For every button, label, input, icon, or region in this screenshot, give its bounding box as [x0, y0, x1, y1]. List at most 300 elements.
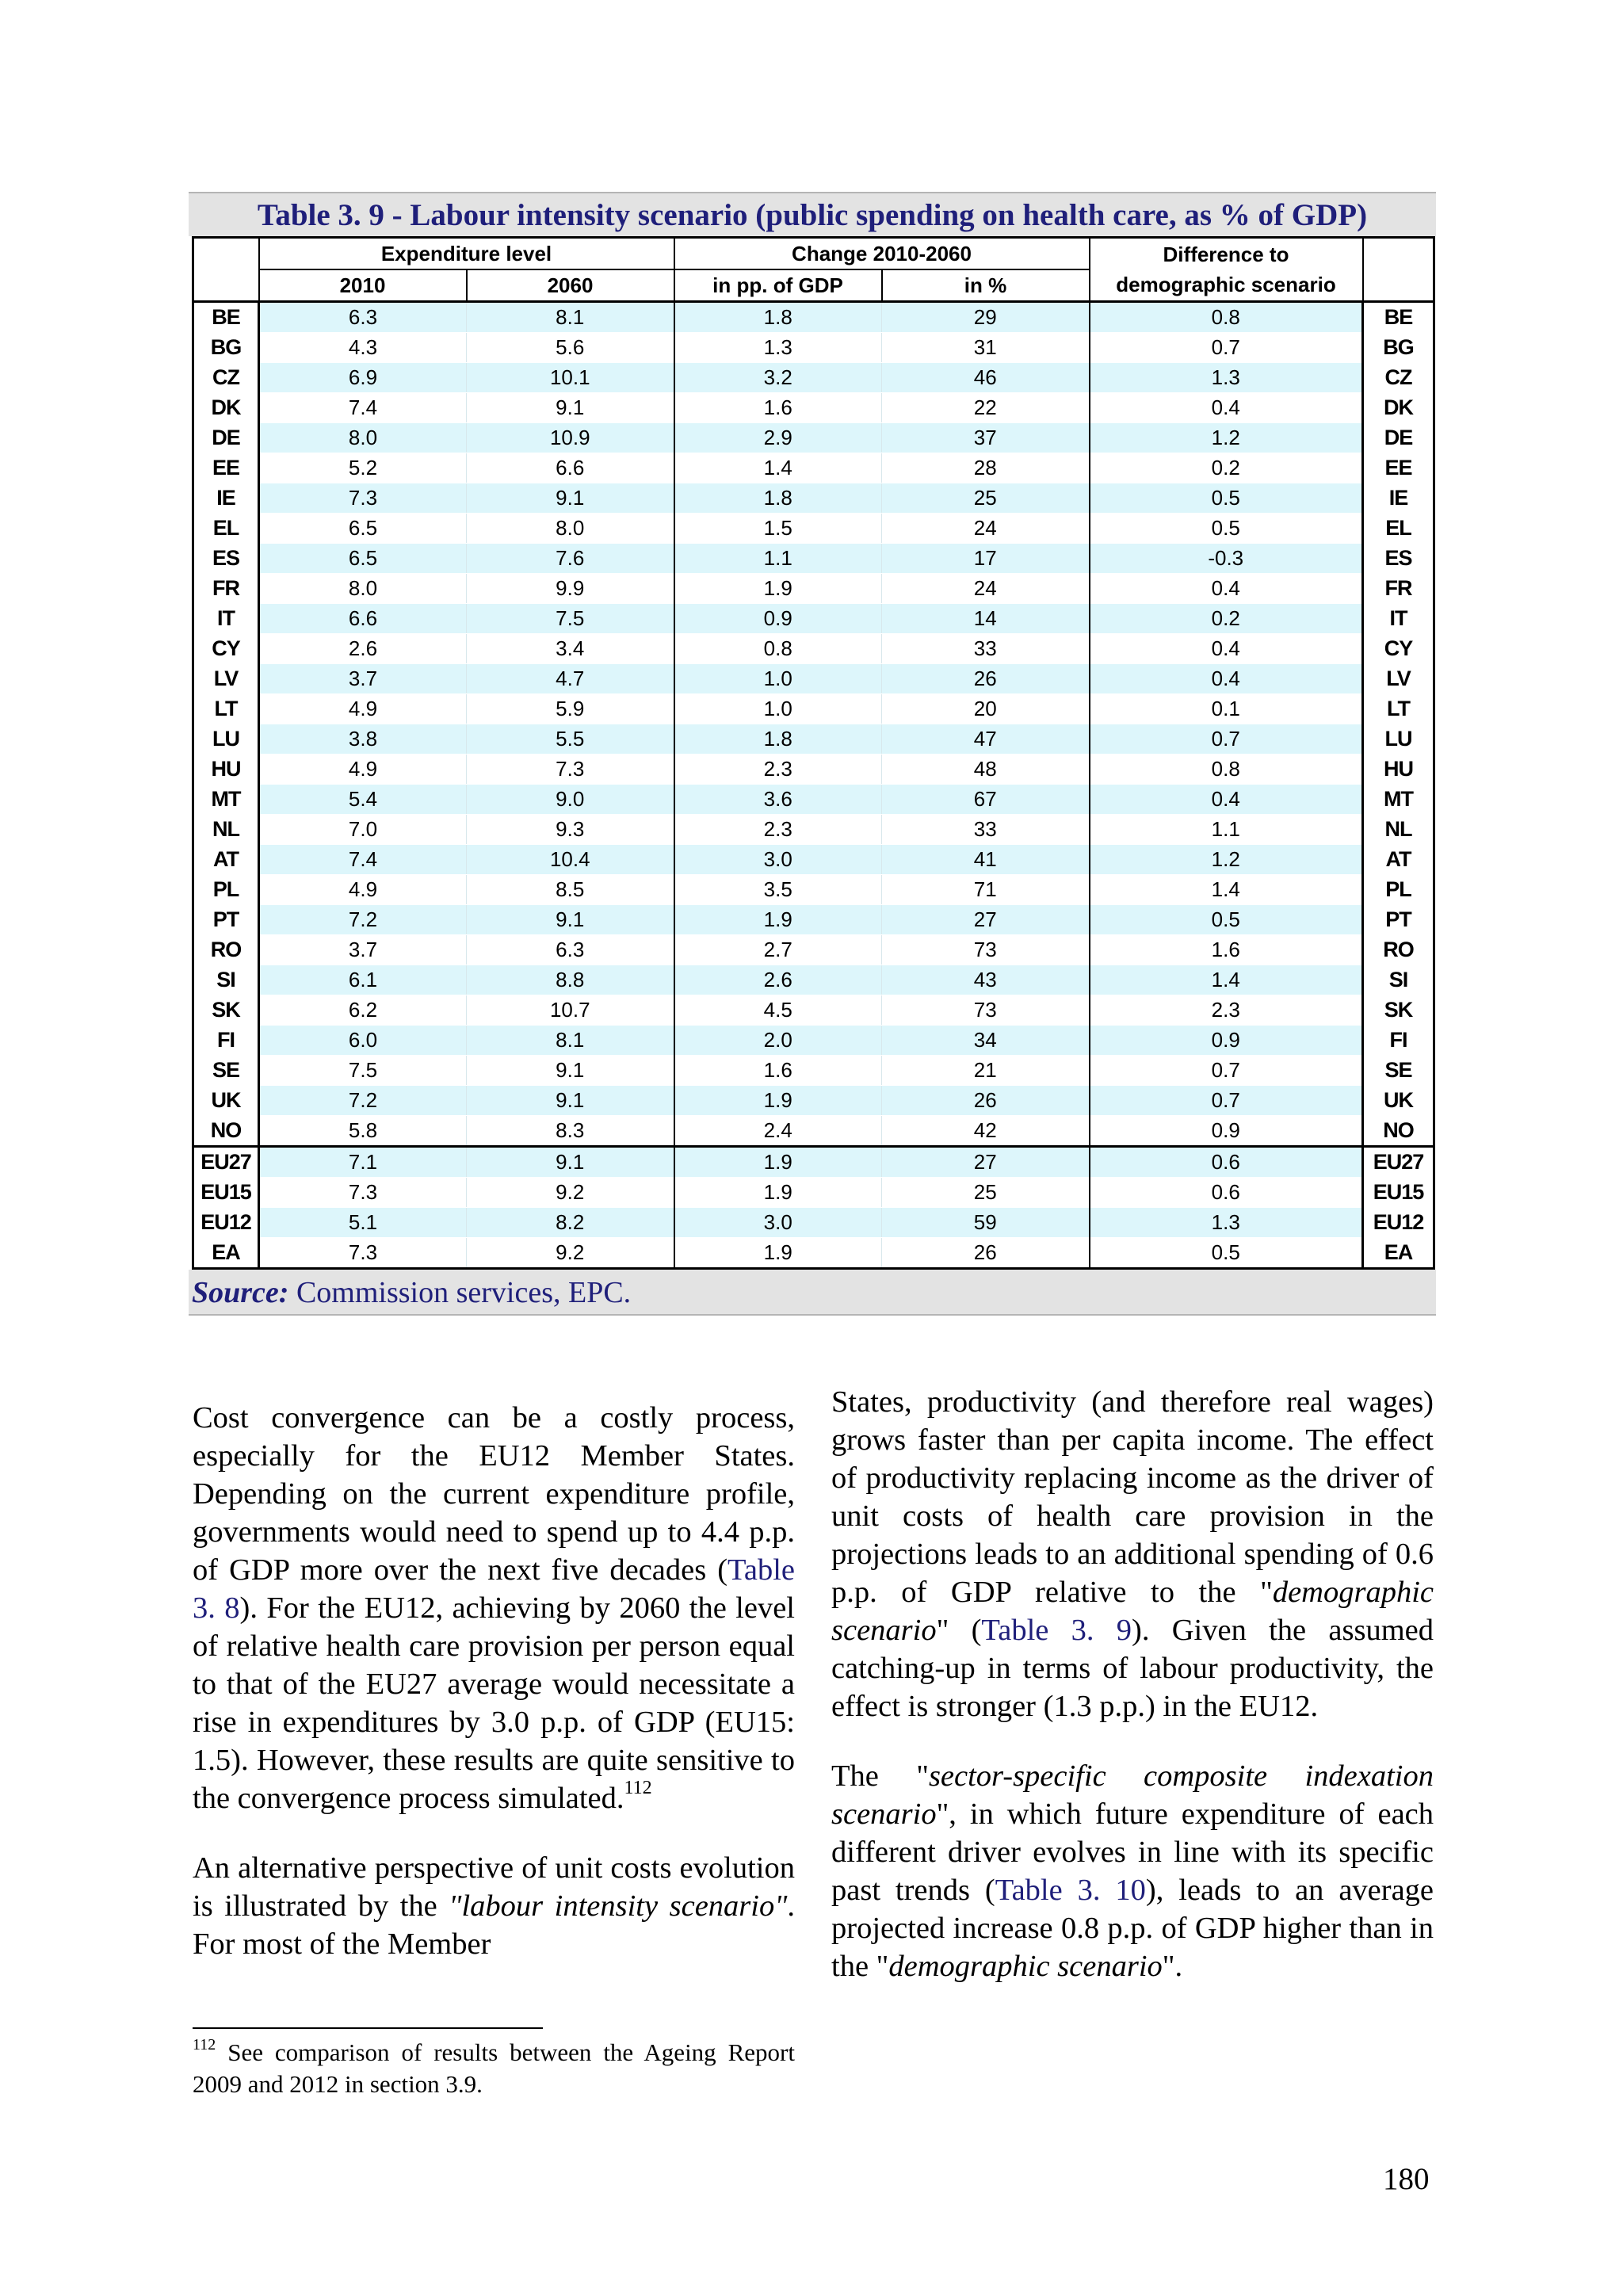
country-code-left: SE — [193, 1056, 259, 1086]
emphasis: demographic scenario — [888, 1950, 1163, 1983]
value-2060: 9.0 — [467, 785, 674, 815]
header-pp-gdp: in pp. of GDP — [674, 269, 882, 302]
value-2010: 7.0 — [259, 815, 467, 845]
value-2010: 4.9 — [259, 755, 467, 785]
country-code-right: ES — [1363, 544, 1434, 574]
value-2010: 5.2 — [259, 453, 467, 483]
difference-demographic: 0.7 — [1090, 724, 1363, 755]
table-row — [193, 1238, 1434, 1269]
text-run: ). Given the assumed catching-up in terms of labour productivity, the effect is stronger (1.3 p.p.) in the EU12. — [831, 1614, 1434, 1723]
table-row — [193, 1056, 1434, 1086]
table-row — [193, 694, 1434, 724]
change-pct: 26 — [882, 664, 1090, 694]
value-2010: 6.2 — [259, 995, 467, 1026]
value-2010: 7.2 — [259, 905, 467, 935]
change-pct: 25 — [882, 1178, 1090, 1208]
value-2060: 10.9 — [467, 423, 674, 453]
country-code-left: LT — [193, 694, 259, 724]
value-2010: 4.9 — [259, 875, 467, 905]
change-pp-gdp: 1.9 — [674, 1147, 882, 1178]
country-code-left: SI — [193, 965, 259, 995]
difference-demographic: 0.4 — [1090, 634, 1363, 664]
change-pp-gdp: 1.5 — [674, 514, 882, 544]
table-3-9-link[interactable]: Table 3. 9 — [981, 1614, 1132, 1647]
country-code-left: FR — [193, 574, 259, 604]
change-pct: 14 — [882, 604, 1090, 634]
change-pct: 21 — [882, 1056, 1090, 1086]
value-2060: 9.2 — [467, 1178, 674, 1208]
header-2010: 2010 — [259, 269, 467, 302]
difference-demographic: 0.4 — [1090, 574, 1363, 604]
table-row — [193, 333, 1434, 363]
country-code-right: PL — [1363, 875, 1434, 905]
value-2060: 9.1 — [467, 483, 674, 514]
change-pct: 31 — [882, 333, 1090, 363]
value-2060: 8.2 — [467, 1208, 674, 1238]
country-code-left: EA — [193, 1238, 259, 1269]
change-pp-gdp: 3.5 — [674, 875, 882, 905]
change-pp-gdp: 1.8 — [674, 483, 882, 514]
value-2060: 10.7 — [467, 995, 674, 1026]
country-code-left: MT — [193, 785, 259, 815]
right-paragraph-1 — [831, 1383, 1434, 1725]
difference-demographic: 1.1 — [1090, 815, 1363, 845]
table-row — [193, 1116, 1434, 1147]
value-2060: 10.1 — [467, 363, 674, 393]
header-empty-left-2 — [193, 269, 259, 302]
difference-demographic: 0.1 — [1090, 694, 1363, 724]
value-2010: 7.3 — [259, 1238, 467, 1269]
header-difference-line1: Difference to — [1163, 243, 1289, 266]
table-block — [189, 192, 1436, 1316]
country-code-left: BG — [193, 333, 259, 363]
value-2060: 9.9 — [467, 574, 674, 604]
change-pct: 73 — [882, 995, 1090, 1026]
value-2060: 8.1 — [467, 1026, 674, 1056]
difference-demographic: 0.5 — [1090, 905, 1363, 935]
change-pp-gdp: 0.9 — [674, 604, 882, 634]
difference-demographic: 1.4 — [1090, 875, 1363, 905]
change-pp-gdp: 2.0 — [674, 1026, 882, 1056]
value-2060: 9.1 — [467, 905, 674, 935]
value-2060: 5.5 — [467, 724, 674, 755]
country-code-left: IT — [193, 604, 259, 634]
difference-demographic: 0.6 — [1090, 1178, 1363, 1208]
change-pct: 43 — [882, 965, 1090, 995]
difference-demographic: 0.5 — [1090, 1238, 1363, 1269]
footnote-ref-112[interactable]: 112 — [624, 1778, 652, 1798]
country-code-right: PT — [1363, 905, 1434, 935]
value-2010: 6.5 — [259, 514, 467, 544]
table-row — [193, 363, 1434, 393]
left-paragraph-1 — [193, 1399, 795, 1817]
change-pp-gdp: 2.6 — [674, 965, 882, 995]
country-code-right: NO — [1363, 1116, 1434, 1147]
change-pct: 24 — [882, 574, 1090, 604]
footnote-text: See comparison of results between the Ageing Report 2009 and 2012 in section 3.9. — [193, 2038, 795, 2098]
value-2010: 7.2 — [259, 1086, 467, 1116]
table-row — [193, 785, 1434, 815]
country-code-right: AT — [1363, 845, 1434, 875]
change-pct: 27 — [882, 905, 1090, 935]
change-pct: 34 — [882, 1026, 1090, 1056]
value-2060: 7.5 — [467, 604, 674, 634]
emphasis: demographic scenario — [831, 1576, 1434, 1647]
value-2010: 8.0 — [259, 423, 467, 453]
footnote-rule — [193, 2027, 543, 2029]
country-code-left: BE — [193, 302, 259, 333]
change-pct: 33 — [882, 634, 1090, 664]
change-pp-gdp: 1.9 — [674, 574, 882, 604]
country-code-left: EE — [193, 453, 259, 483]
value-2060: 9.1 — [467, 1056, 674, 1086]
country-code-right: FI — [1363, 1026, 1434, 1056]
value-2060: 7.6 — [467, 544, 674, 574]
country-code-right: SI — [1363, 965, 1434, 995]
change-pct: 37 — [882, 423, 1090, 453]
left-paragraph-2 — [193, 1849, 795, 1963]
change-pp-gdp: 2.3 — [674, 755, 882, 785]
change-pp-gdp: 3.2 — [674, 363, 882, 393]
table-row — [193, 634, 1434, 664]
country-code-left: IE — [193, 483, 259, 514]
value-2060: 6.3 — [467, 935, 674, 965]
value-2060: 4.7 — [467, 664, 674, 694]
country-code-left: HU — [193, 755, 259, 785]
table-source — [189, 1270, 1436, 1316]
table-row — [193, 664, 1434, 694]
country-code-right: MT — [1363, 785, 1434, 815]
value-2010: 4.3 — [259, 333, 467, 363]
difference-demographic: 1.2 — [1090, 845, 1363, 875]
country-code-left: AT — [193, 845, 259, 875]
change-pct: 24 — [882, 514, 1090, 544]
change-pct: 42 — [882, 1116, 1090, 1147]
header-empty-right-2 — [1363, 269, 1434, 302]
value-2060: 9.1 — [467, 1147, 674, 1178]
difference-demographic: 0.2 — [1090, 453, 1363, 483]
change-pp-gdp: 1.6 — [674, 1056, 882, 1086]
table-row — [193, 1147, 1434, 1178]
country-code-left: EU12 — [193, 1208, 259, 1238]
table-row — [193, 574, 1434, 604]
country-code-right: BG — [1363, 333, 1434, 363]
table-row — [193, 393, 1434, 423]
text-run: States, productivity (and therefore real wages) grows faster than per capita income. The effect of productivity replacing income as the driver of unit costs of health care provision in the projections leads to an additional spending of 0.6 p.p. of GDP relative to the " — [831, 1385, 1434, 1609]
country-code-right: EU15 — [1363, 1178, 1434, 1208]
country-code-left: EL — [193, 514, 259, 544]
change-pct: 17 — [882, 544, 1090, 574]
difference-demographic: 0.7 — [1090, 1086, 1363, 1116]
change-pp-gdp: 3.6 — [674, 785, 882, 815]
source-text: Commission services, EPC. — [288, 1276, 632, 1309]
table-row — [193, 544, 1434, 574]
change-pp-gdp: 4.5 — [674, 995, 882, 1026]
difference-demographic: 1.3 — [1090, 1208, 1363, 1238]
change-pct: 26 — [882, 1086, 1090, 1116]
difference-demographic: 0.6 — [1090, 1147, 1363, 1178]
text-run: ", in which future expenditure of each different driver evolves in line with its specific past trends ( — [831, 1797, 1434, 1907]
difference-demographic: 1.3 — [1090, 363, 1363, 393]
table-row — [193, 905, 1434, 935]
value-2010: 3.7 — [259, 935, 467, 965]
text-run: ). For the EU12, achieving by 2060 the level of relative health care provision per person equal to that of the EU27 average would necessitate a rise in expenditures by 3.0 p.p. of GDP (EU15: 1.5). However, these results are quite sensitive to the convergence process simulated. — [193, 1591, 796, 1815]
country-code-right: SK — [1363, 995, 1434, 1026]
country-code-left: FI — [193, 1026, 259, 1056]
country-code-left: SK — [193, 995, 259, 1026]
difference-demographic: 0.9 — [1090, 1026, 1363, 1056]
table-3-10-link[interactable]: Table 3. 10 — [995, 1874, 1146, 1907]
country-code-left: PT — [193, 905, 259, 935]
change-pct: 59 — [882, 1208, 1090, 1238]
country-code-left: LV — [193, 664, 259, 694]
country-code-left: NL — [193, 815, 259, 845]
change-pp-gdp: 1.9 — [674, 1238, 882, 1269]
change-pp-gdp: 1.6 — [674, 393, 882, 423]
right-column — [831, 1383, 1434, 2017]
value-2010: 4.9 — [259, 694, 467, 724]
header-change: Change 2010-2060 — [674, 238, 1090, 270]
source-label: Source: — [192, 1276, 289, 1309]
difference-demographic: -0.3 — [1090, 544, 1363, 574]
text-run: Cost convergence can be a costly process, especially for the EU12 Member States. Depending on the current expenditure profile, governments would need to spend up to 4.4 p.p. of GDP more over the next five decades ( — [193, 1401, 795, 1587]
footnote-number: 112 — [193, 2036, 216, 2053]
value-2010: 3.7 — [259, 664, 467, 694]
country-code-left: DK — [193, 393, 259, 423]
change-pp-gdp: 0.8 — [674, 634, 882, 664]
change-pct: 33 — [882, 815, 1090, 845]
change-pct: 25 — [882, 483, 1090, 514]
change-pp-gdp: 1.3 — [674, 333, 882, 363]
country-code-right: CY — [1363, 634, 1434, 664]
change-pct: 26 — [882, 1238, 1090, 1269]
country-code-right: EU27 — [1363, 1147, 1434, 1178]
country-code-right: FR — [1363, 574, 1434, 604]
difference-demographic: 0.9 — [1090, 1116, 1363, 1147]
country-code-right: RO — [1363, 935, 1434, 965]
change-pp-gdp: 2.3 — [674, 815, 882, 845]
header-difference — [1090, 238, 1363, 302]
value-2060: 9.1 — [467, 1086, 674, 1116]
value-2010: 7.1 — [259, 1147, 467, 1178]
country-code-right: EU12 — [1363, 1208, 1434, 1238]
change-pct: 41 — [882, 845, 1090, 875]
difference-demographic: 0.5 — [1090, 483, 1363, 514]
country-code-right: HU — [1363, 755, 1434, 785]
country-code-left: CZ — [193, 363, 259, 393]
table-3-8-link[interactable]: Table 3. 8 — [193, 1553, 795, 1625]
value-2010: 5.4 — [259, 785, 467, 815]
table-row — [193, 604, 1434, 634]
country-code-left: CY — [193, 634, 259, 664]
value-2060: 6.6 — [467, 453, 674, 483]
change-pp-gdp: 1.8 — [674, 302, 882, 333]
difference-demographic: 2.3 — [1090, 995, 1363, 1026]
change-pp-gdp: 3.0 — [674, 1208, 882, 1238]
value-2010: 5.8 — [259, 1116, 467, 1147]
change-pct: 27 — [882, 1147, 1090, 1178]
table-row — [193, 875, 1434, 905]
table-row — [193, 995, 1434, 1026]
country-code-right: UK — [1363, 1086, 1434, 1116]
value-2060: 8.3 — [467, 1116, 674, 1147]
value-2010: 7.4 — [259, 845, 467, 875]
country-code-right: IE — [1363, 483, 1434, 514]
change-pp-gdp: 1.4 — [674, 453, 882, 483]
value-2060: 9.1 — [467, 393, 674, 423]
change-pct: 71 — [882, 875, 1090, 905]
header-empty-right — [1363, 238, 1434, 270]
value-2010: 8.0 — [259, 574, 467, 604]
change-pp-gdp: 1.8 — [674, 724, 882, 755]
table-row — [193, 1178, 1434, 1208]
emphasis: "labour intensity scenario" — [449, 1889, 788, 1923]
value-2060: 8.5 — [467, 875, 674, 905]
value-2010: 5.1 — [259, 1208, 467, 1238]
value-2010: 6.0 — [259, 1026, 467, 1056]
left-column — [193, 1399, 795, 1995]
header-expenditure-level: Expenditure level — [259, 238, 674, 270]
country-code-left: EU15 — [193, 1178, 259, 1208]
table-row — [193, 483, 1434, 514]
country-code-left: LU — [193, 724, 259, 755]
country-code-right: EE — [1363, 453, 1434, 483]
country-code-right: NL — [1363, 815, 1434, 845]
text-run: . For most of the Member — [193, 1889, 795, 1961]
country-code-right: IT — [1363, 604, 1434, 634]
change-pct: 22 — [882, 393, 1090, 423]
value-2060: 9.3 — [467, 815, 674, 845]
text-run: ". — [1162, 1950, 1183, 1983]
value-2060: 9.2 — [467, 1238, 674, 1269]
value-2060: 10.4 — [467, 845, 674, 875]
value-2010: 3.8 — [259, 724, 467, 755]
value-2010: 7.3 — [259, 483, 467, 514]
table-row — [193, 1086, 1434, 1116]
table-row — [193, 965, 1434, 995]
value-2060: 5.9 — [467, 694, 674, 724]
change-pct: 73 — [882, 935, 1090, 965]
table-row — [193, 423, 1434, 453]
value-2010: 2.6 — [259, 634, 467, 664]
difference-demographic: 1.6 — [1090, 935, 1363, 965]
table-row — [193, 845, 1434, 875]
change-pp-gdp: 1.9 — [674, 905, 882, 935]
change-pct: 48 — [882, 755, 1090, 785]
change-pct: 46 — [882, 363, 1090, 393]
table-row — [193, 755, 1434, 785]
value-2010: 7.5 — [259, 1056, 467, 1086]
change-pp-gdp: 2.9 — [674, 423, 882, 453]
country-code-right: CZ — [1363, 363, 1434, 393]
value-2060: 7.3 — [467, 755, 674, 785]
table-row — [193, 302, 1434, 333]
value-2060: 3.4 — [467, 634, 674, 664]
right-paragraph-2 — [831, 1757, 1434, 1985]
country-code-right: DE — [1363, 423, 1434, 453]
difference-demographic: 0.7 — [1090, 333, 1363, 363]
change-pp-gdp: 1.1 — [674, 544, 882, 574]
country-code-left: ES — [193, 544, 259, 574]
value-2010: 6.6 — [259, 604, 467, 634]
page-number: 180 — [1383, 2162, 1430, 2196]
country-code-left: EU27 — [193, 1147, 259, 1178]
text-run: The " — [831, 1759, 929, 1793]
country-code-right: SE — [1363, 1056, 1434, 1086]
difference-demographic: 0.4 — [1090, 393, 1363, 423]
value-2010: 6.3 — [259, 302, 467, 333]
value-2010: 6.9 — [259, 363, 467, 393]
change-pp-gdp: 1.0 — [674, 664, 882, 694]
country-code-right: LU — [1363, 724, 1434, 755]
change-pct: 29 — [882, 302, 1090, 333]
country-code-right: EA — [1363, 1238, 1434, 1269]
country-code-right: BE — [1363, 302, 1434, 333]
change-pct: 47 — [882, 724, 1090, 755]
change-pp-gdp: 2.7 — [674, 935, 882, 965]
value-2060: 5.6 — [467, 333, 674, 363]
change-pp-gdp: 2.4 — [674, 1116, 882, 1147]
change-pct: 67 — [882, 785, 1090, 815]
header-difference-line2: demographic scenario — [1116, 273, 1336, 296]
data-table — [192, 236, 1435, 1270]
footnote — [193, 2037, 795, 2100]
table-row — [193, 453, 1434, 483]
country-code-left: PL — [193, 875, 259, 905]
country-code-left: NO — [193, 1116, 259, 1147]
table-row — [193, 724, 1434, 755]
table-row — [193, 815, 1434, 845]
country-code-right: LT — [1363, 694, 1434, 724]
table-body — [193, 302, 1434, 1269]
difference-demographic: 0.8 — [1090, 302, 1363, 333]
table-row — [193, 514, 1434, 544]
change-pp-gdp: 1.0 — [674, 694, 882, 724]
country-code-right: EL — [1363, 514, 1434, 544]
value-2010: 7.4 — [259, 393, 467, 423]
value-2010: 6.1 — [259, 965, 467, 995]
value-2060: 8.0 — [467, 514, 674, 544]
text-run: An alternative perspective of unit costs evolution is illustrated by the — [193, 1851, 795, 1923]
value-2010: 6.5 — [259, 544, 467, 574]
change-pp-gdp: 1.9 — [674, 1178, 882, 1208]
header-2060: 2060 — [467, 269, 674, 302]
difference-demographic: 0.8 — [1090, 755, 1363, 785]
value-2060: 8.8 — [467, 965, 674, 995]
difference-demographic: 0.5 — [1090, 514, 1363, 544]
value-2010: 7.3 — [259, 1178, 467, 1208]
change-pct: 20 — [882, 694, 1090, 724]
difference-demographic: 0.7 — [1090, 1056, 1363, 1086]
difference-demographic: 1.4 — [1090, 965, 1363, 995]
table-title: Table 3. 9 - Labour intensity scenario (public spending on health care, as % of GDP) — [189, 192, 1436, 236]
header-pct: in % — [882, 269, 1090, 302]
country-code-right: LV — [1363, 664, 1434, 694]
country-code-left: DE — [193, 423, 259, 453]
table-row — [193, 1208, 1434, 1238]
difference-demographic: 0.4 — [1090, 664, 1363, 694]
change-pp-gdp: 3.0 — [674, 845, 882, 875]
value-2060: 8.1 — [467, 302, 674, 333]
change-pp-gdp: 1.9 — [674, 1086, 882, 1116]
difference-demographic: 1.2 — [1090, 423, 1363, 453]
table-row — [193, 1026, 1434, 1056]
difference-demographic: 0.2 — [1090, 604, 1363, 634]
country-code-left: UK — [193, 1086, 259, 1116]
header-empty-left — [193, 238, 259, 270]
table-row — [193, 935, 1434, 965]
country-code-left: RO — [193, 935, 259, 965]
